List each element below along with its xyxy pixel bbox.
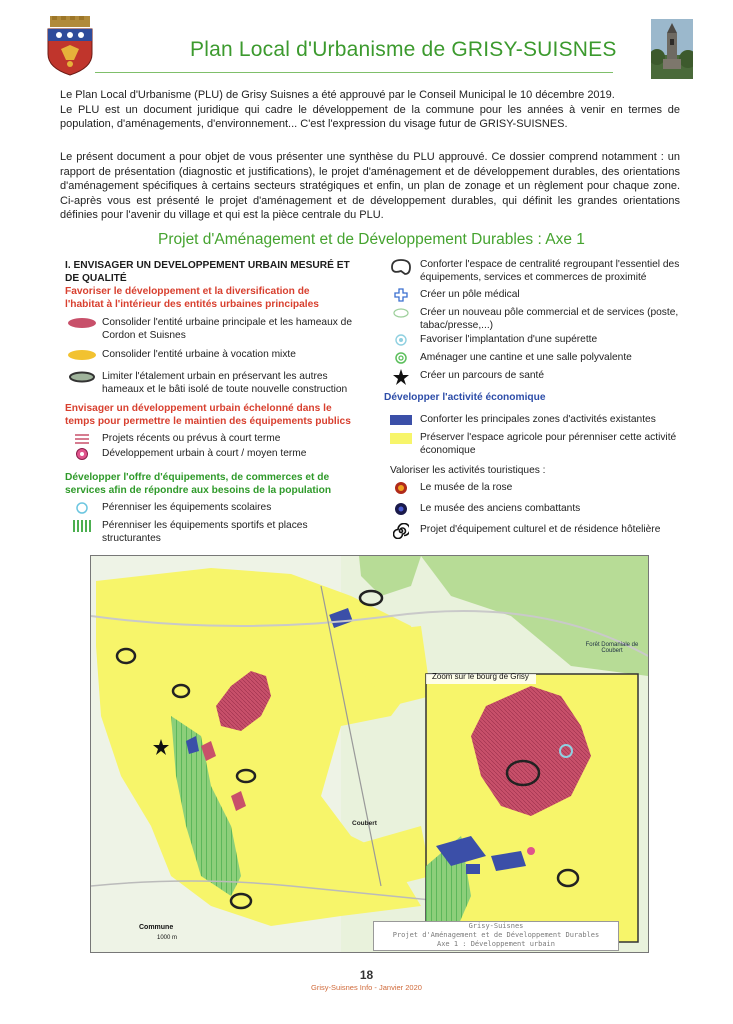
legend-label: Consolider l'entité urbaine principale et les hameaux de Cordon et Suisnes — [102, 317, 352, 341]
centrality-outline-icon — [388, 258, 414, 276]
place-foret: Forêt Domaniale de Coubert — [585, 642, 639, 654]
mixed-swatch — [67, 349, 97, 361]
legend-item-centrality — [382, 258, 682, 284]
sport-bars-icon — [73, 520, 91, 532]
veterans-museum-icon — [394, 502, 408, 516]
legend-label: Créer un parcours de santé — [420, 370, 545, 381]
legend-item-mixed — [62, 348, 362, 362]
hamlet-ring-swatch — [67, 371, 97, 383]
legend-label: Préserver l'espace agricole pour pérenniser cette activité économique — [420, 432, 677, 456]
legend-label: Créer un pôle médical — [420, 289, 520, 300]
place-commune: Commune — [139, 924, 174, 931]
legend-label: Le musée des anciens combattants — [420, 503, 581, 514]
zoom-label: Zoom sur le bourg de Grisy — [432, 672, 529, 681]
intro-paragraph-3: Le présent document a pour objet de vous présenter une synthèse du PLU approuvé. Ce dossier comprend notamment : un rapport de présentation (diagnostic et justifications), le projet d'aménagement et de développement durables, des orientations d'aménagement spécifiques à certains secteurs stratégiques et enfin, un plan de zonage et un règlement pour chaque zone. Ci-après vous est présenté le projet d'aménagement et de développement durables, qui définit les grandes orientations définies pour l'avenir du village et qui est la pièce centrale du PLU. — [60, 151, 680, 221]
caption-line-3: Axe 1 : Développement urbain — [436, 940, 555, 948]
intro-paragraph-2: Le PLU est un document juridique qui cadre le développement de la commune pour les années à venir en termes de population, d'aménagements, d'environnement... C'est l'expression du visage futur de GRISY-SUISNES. — [60, 103, 680, 130]
school-circle-icon — [75, 501, 89, 515]
activity-blue-swatch — [390, 415, 412, 425]
legend-label: Projet d'équipement culturel et de résidence hôtelière — [420, 524, 661, 535]
legend-item-sante — [382, 369, 682, 385]
legend-item-superette — [382, 333, 682, 347]
legend-item-commercial — [382, 306, 682, 332]
tourism-label: Valoriser les activités touristiques : — [390, 465, 546, 476]
legend-label: Favoriser l'implantation d'une supérette — [420, 334, 598, 345]
superette-circle-icon — [394, 333, 408, 347]
map-caption — [373, 921, 619, 951]
legend-label: Limiter l'étalement urbain en préservant les autres hameaux et le bâti isolé de toute nouvelle construction — [102, 371, 348, 395]
page-number: 18 — [359, 968, 374, 982]
star-icon — [393, 369, 409, 385]
coat-of-arms-logo — [44, 16, 96, 76]
urban-hatch-swatch — [67, 317, 97, 329]
commercial-ellipse-icon — [392, 307, 410, 319]
legend-label: Pérenniser les équipements sportifs et places structurantes — [102, 520, 308, 544]
footer-publication: Grisy-Suisnes Info - Janvier 2020 — [311, 983, 422, 992]
legend-label: Développement urbain à court / moyen terme — [102, 448, 307, 459]
legend-item-dev — [62, 447, 362, 461]
legend-label: Créer un nouveau pôle commercial et de services (poste, tabac/presse,...) — [420, 307, 679, 331]
legend-item-sprawl — [62, 370, 362, 396]
subheading-equipements: Développer l'offre d'équipements, de commerces et de services afin de répondre aux besoins de la population — [65, 472, 332, 496]
intro-block — [60, 88, 680, 132]
legend-label: Aménager une cantine et une salle polyvalente — [420, 352, 632, 363]
legend-item-cantine — [382, 351, 682, 365]
legend-item-cultural — [382, 523, 702, 539]
legend-item-urban — [62, 316, 362, 342]
intro-paragraph-1: Le Plan Local d'Urbanisme (PLU) de Grisy Suisnes a été approuvé par le Conseil Municipal le 10 décembre 2019. — [60, 89, 615, 101]
subheading-habitat: Favoriser le développement et la diversification de l'habitat à l'intérieur des entités urbaines principales — [65, 286, 319, 310]
subheading-echelonne: Envisager un développement urbain échelonné dans le temps pour permettre le maintien des équipements publics — [65, 403, 351, 427]
agri-yellow-swatch — [390, 433, 412, 444]
legend-label: Conforter l'espace de centralité regroupant l'essentiel des équipements, services et commerces de proximité — [420, 259, 680, 283]
subheading-economie: Développer l'activité économique — [384, 392, 546, 403]
medical-cross-icon — [394, 288, 408, 302]
caption-line-2: Projet d'Aménagement et de Développement Durables — [392, 931, 600, 939]
plu-map — [90, 555, 649, 953]
title-divider — [95, 72, 613, 73]
map-canvas — [91, 556, 648, 952]
legend-item-veterans-museum — [382, 502, 682, 516]
legend-label: Le musée de la rose — [420, 482, 513, 493]
legend-label: Projets récents ou prévus à court terme — [102, 433, 281, 444]
map-scale: 1000 m — [157, 935, 178, 941]
section-heading: I. ENVISAGER UN DEVELOPPEMENT URBAIN MESURÉ ET DE QUALITÉ — [65, 260, 350, 284]
recent-projects-lines — [75, 433, 89, 445]
place-coubert: Coubert — [352, 820, 377, 827]
rose-museum-icon — [394, 481, 408, 495]
church-photo — [651, 19, 693, 79]
page-title: Plan Local d'Urbanisme de GRISY-SUISNES — [190, 38, 617, 61]
legend-label: Conforter les principales zones d'activités existantes — [420, 414, 656, 425]
caption-line-1: Grisy-Suisnes — [468, 922, 524, 930]
legend-item-medical — [382, 288, 682, 302]
legend-item-agri — [382, 431, 682, 457]
spiral-icon — [393, 523, 409, 539]
cantine-at-icon — [394, 351, 408, 365]
legend-item-activities — [382, 413, 682, 427]
legend-item-school — [62, 501, 362, 515]
legend-item-rose-museum — [382, 481, 682, 495]
axis-title: Projet d'Aménagement et de Développement Durables : Axe 1 — [158, 231, 585, 248]
legend-label: Pérenniser les équipements scolaires — [102, 502, 272, 513]
legend-label: Consolider l'entité urbaine à vocation mixte — [102, 349, 296, 360]
legend-item-sport — [62, 519, 362, 545]
dev-dot-icon — [75, 447, 89, 461]
legend-item-recent — [62, 432, 362, 446]
